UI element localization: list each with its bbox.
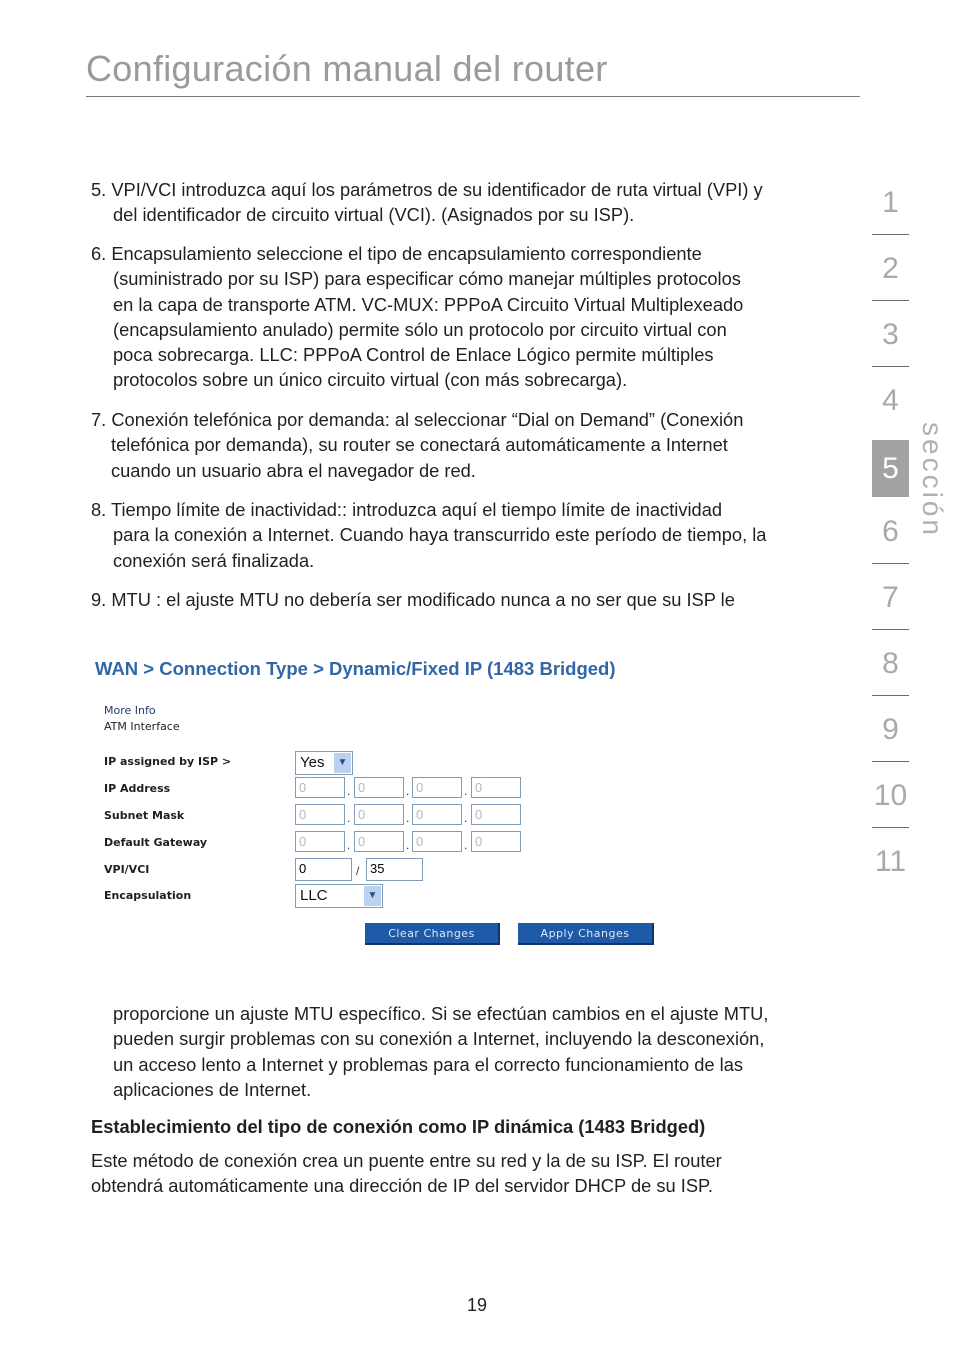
vci-input[interactable]: 35 bbox=[366, 858, 423, 881]
ip-address-octet-3[interactable]: 0 bbox=[412, 777, 462, 798]
final-line-1: Este método de conexión crea un puente entre su red y la de su ISP. El router bbox=[91, 1150, 722, 1171]
screenshot-title: WAN > Connection Type > Dynamic/Fixed IP (1483 Bridged) bbox=[95, 658, 616, 679]
item-8-line-3: conexión será finalizada. bbox=[113, 549, 315, 571]
item-5-line-1: 5. VPI/VCI introduzca aquí los parámetros de su identificador de ruta virtual (VPI) y bbox=[91, 179, 763, 200]
section-11[interactable]: 11 bbox=[874, 845, 907, 878]
dot-separator: . bbox=[464, 811, 468, 825]
subnet-mask-octet-2[interactable]: 0 bbox=[354, 804, 404, 825]
section-divider bbox=[872, 761, 909, 762]
more-info-link[interactable]: More Info bbox=[104, 704, 156, 717]
title-divider bbox=[86, 96, 860, 97]
section-8[interactable]: 8 bbox=[882, 647, 899, 680]
encapsulation-value: LLC bbox=[300, 887, 328, 904]
section-heading: Establecimiento del tipo de conexión como IP dinámica (1483 Bridged) bbox=[91, 1116, 706, 1137]
ip-assigned-select[interactable] bbox=[295, 751, 353, 775]
section-label: sección bbox=[917, 422, 948, 538]
section-10[interactable]: 10 bbox=[873, 779, 908, 812]
section-divider bbox=[872, 695, 909, 696]
page-number: 19 bbox=[466, 1295, 488, 1315]
ip-assigned-value: Yes bbox=[300, 754, 325, 771]
item-7 bbox=[91, 407, 743, 483]
clear-changes-button[interactable]: Clear Changes bbox=[365, 923, 500, 945]
gateway-octet-4[interactable]: 0 bbox=[471, 831, 521, 852]
section-divider bbox=[872, 563, 909, 564]
section-6[interactable]: 6 bbox=[882, 515, 899, 548]
item-9-cont-line-1: proporcione un ajuste MTU específico. Si se efectúan cambios en el ajuste MTU, bbox=[113, 1003, 769, 1024]
section-divider bbox=[872, 366, 909, 367]
encapsulation-select[interactable] bbox=[295, 884, 383, 908]
encapsulation-label: Encapsulation bbox=[104, 889, 192, 902]
section-divider bbox=[872, 300, 909, 301]
ip-address-label: IP Address bbox=[104, 782, 171, 795]
item-5 bbox=[91, 177, 763, 228]
section-5-active[interactable]: 5 bbox=[872, 440, 909, 497]
section-divider bbox=[872, 234, 909, 235]
gateway-octet-2[interactable]: 0 bbox=[354, 831, 404, 852]
dot-separator: . bbox=[464, 838, 468, 852]
section-divider bbox=[872, 629, 909, 630]
dot-separator: . bbox=[464, 784, 468, 798]
item-8-line-2: para la conexión a Internet. Cuando haya transcurrido este período de tiempo, la bbox=[113, 524, 767, 546]
item-6-line-3: en la capa de transporte ATM. VC-MUX: PPPoA Circuito Virtual Multiplexeado bbox=[113, 293, 744, 315]
dot-separator: . bbox=[347, 811, 351, 825]
section-divider bbox=[872, 827, 909, 828]
section-4[interactable]: 4 bbox=[882, 384, 899, 417]
subnet-mask-octet-1[interactable]: 0 bbox=[295, 804, 345, 825]
dot-separator: . bbox=[347, 838, 351, 852]
gateway-octet-3[interactable]: 0 bbox=[412, 831, 462, 852]
vpi-vci-label: VPI/VCI bbox=[104, 863, 150, 876]
apply-changes-button[interactable]: Apply Changes bbox=[518, 923, 654, 945]
chevron-down-icon: ▼ bbox=[364, 886, 381, 906]
vpi-input[interactable]: 0 bbox=[295, 858, 352, 881]
item-8-line-1: 8. Tiempo límite de inactividad:: introduzca aquí el tiempo límite de inactividad bbox=[91, 499, 723, 520]
dot-separator: . bbox=[347, 784, 351, 798]
dot-separator: . bbox=[406, 838, 410, 852]
subnet-mask-label: Subnet Mask bbox=[104, 809, 185, 822]
final-line-2: obtendrá automáticamente una dirección de IP del servidor DHCP de su ISP. bbox=[91, 1175, 713, 1197]
section-9[interactable]: 9 bbox=[882, 713, 899, 746]
section-2[interactable]: 2 bbox=[882, 252, 899, 285]
atm-interface-label: ATM Interface bbox=[104, 720, 180, 733]
item-7-line-3: cuando un usuario abra el navegador de red. bbox=[111, 459, 476, 481]
section-7[interactable]: 7 bbox=[882, 581, 899, 614]
ip-address-octet-4[interactable]: 0 bbox=[471, 777, 521, 798]
page-title: Configuración manual del router bbox=[86, 48, 608, 89]
final-paragraph bbox=[91, 1148, 722, 1199]
section-3[interactable]: 3 bbox=[882, 318, 899, 351]
ip-address-octet-2[interactable]: 0 bbox=[354, 777, 404, 798]
chevron-down-icon: ▼ bbox=[334, 753, 351, 773]
item-6-line-4: (encapsulamiento anulado) permite sólo un protocolo por circuito virtual con bbox=[113, 318, 727, 340]
subnet-mask-octet-4[interactable]: 0 bbox=[471, 804, 521, 825]
default-gateway-label: Default Gateway bbox=[104, 836, 208, 849]
gateway-octet-1[interactable]: 0 bbox=[295, 831, 345, 852]
vpi-vci-separator: / bbox=[356, 864, 360, 878]
dot-separator: . bbox=[406, 811, 410, 825]
item-6-line-6: protocolos sobre un único circuito virtual (con más sobrecarga). bbox=[113, 369, 628, 391]
subnet-mask-octet-3[interactable]: 0 bbox=[412, 804, 462, 825]
item-7-line-1: 7. Conexión telefónica por demanda: al seleccionar “Dial on Demand” (Conexión bbox=[91, 409, 744, 430]
item-9-cont-line-3: un acceso lento a Internet y problemas para el correcto funcionamiento de las bbox=[113, 1053, 744, 1075]
item-5-line-2: del identificador de circuito virtual (VCI). (Asignados por su ISP). bbox=[113, 204, 635, 226]
item-9-cont-line-2: pueden surgir problemas con su conexión a Internet, incluyendo la desconexión, bbox=[113, 1028, 765, 1050]
ip-assigned-label: IP assigned by ISP > bbox=[104, 755, 232, 768]
item-8 bbox=[91, 497, 766, 573]
item-6-line-5: poca sobrecarga. LLC: PPPoA Control de Enlace Lógico permite múltiples bbox=[113, 344, 714, 366]
item-6-line-2: (suministrado por su ISP) para especificar cómo manejar múltiples protocolos bbox=[113, 268, 741, 290]
dot-separator: . bbox=[406, 784, 410, 798]
item-7-line-2: telefónica por demanda), su router se conectará automáticamente a Internet bbox=[111, 434, 728, 456]
item-6 bbox=[91, 241, 743, 393]
ip-address-octet-1[interactable]: 0 bbox=[295, 777, 345, 798]
item-9-continued bbox=[113, 1001, 768, 1102]
item-9-cont-line-4: aplicaciones de Internet. bbox=[113, 1078, 312, 1100]
section-1[interactable]: 1 bbox=[882, 186, 899, 219]
item-9: 9. MTU : el ajuste MTU no debería ser modificado nunca a no ser que su ISP le bbox=[91, 589, 735, 610]
item-6-line-1: 6. Encapsulamiento seleccione el tipo de encapsulamiento correspondiente bbox=[91, 243, 702, 264]
